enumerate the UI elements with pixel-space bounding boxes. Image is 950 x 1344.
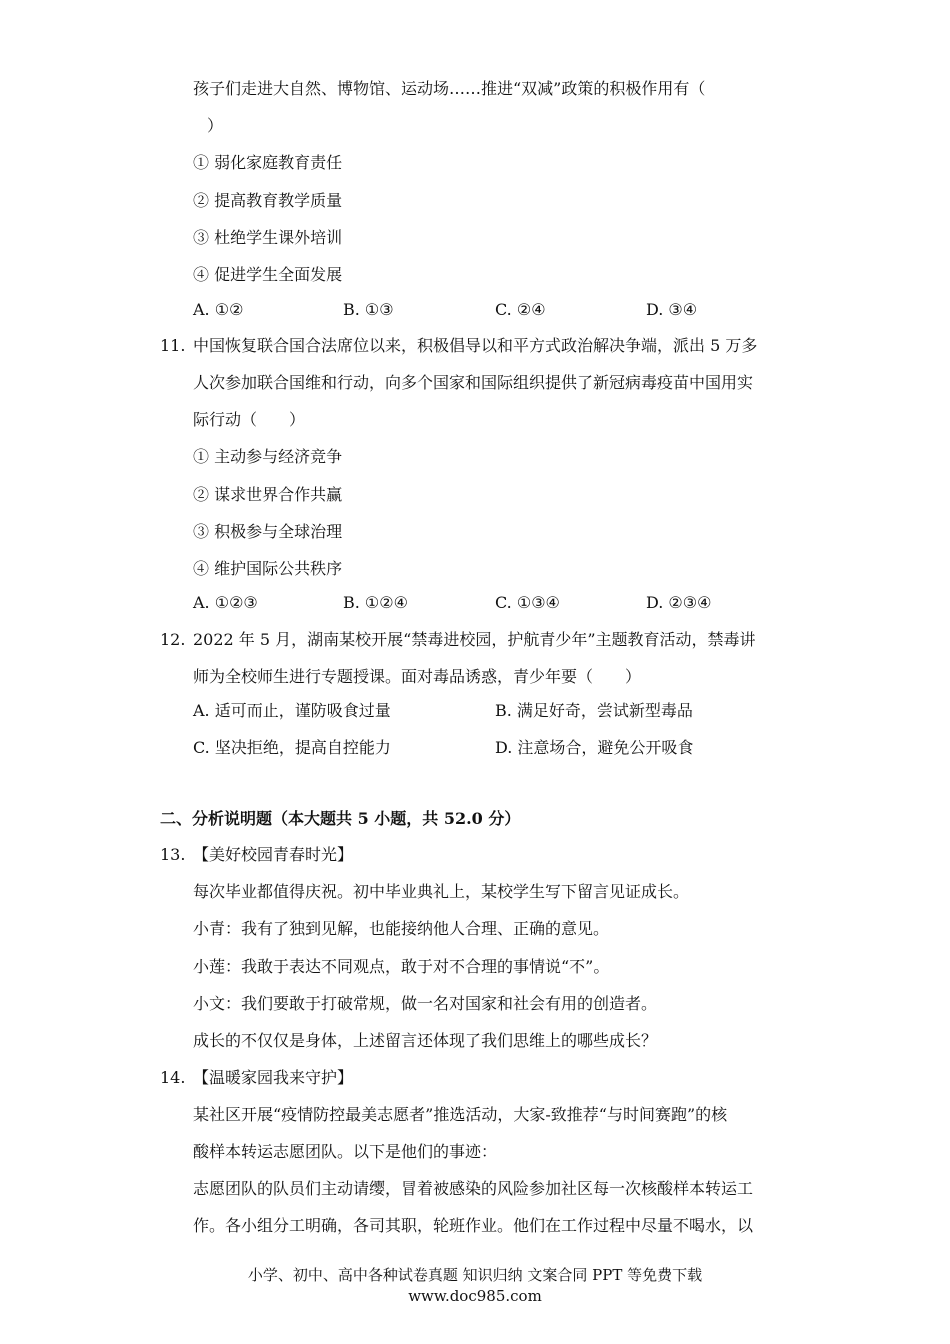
q12-stem-line2: 师为全校师生进行专题授课。面对毒品诱惑，青少年要（ ）	[193, 667, 642, 686]
q10-item-1: ① 弱化家庭教育责任	[193, 153, 343, 172]
q10-option-a: A. ①②	[193, 300, 244, 319]
q14-line-1: 某社区开展“疫情防控最美志愿者”推选活动，大家-致推荐“与时间赛跑”的核	[193, 1105, 728, 1124]
q12-number: 12.	[160, 630, 186, 649]
q11-item-4: ④ 维护国际公共秩序	[193, 559, 343, 578]
q14-line-3: 志愿团队的队员们主动请缨，冒着被感染的风险参加社区每一次核酸样本转运工	[193, 1179, 754, 1198]
q11-option-b: B. ①②④	[343, 593, 408, 612]
q11-number: 11.	[160, 336, 186, 355]
q11-stem-line2: 人次参加联合国维和行动，向多个国家和国际组织提供了新冠病毒疫苗中国用实	[193, 373, 754, 392]
q13-line-3: 小莲：我敢于表达不同观点，敢于对不合理的事情说“不”。	[193, 957, 610, 976]
q11-stem-line1: 中国恢复联合国合法席位以来，积极倡导以和平方式政治解决争端，派出 5 万多	[193, 336, 758, 355]
q10-option-b: B. ①③	[343, 300, 394, 319]
q10-stem-line2: ）	[207, 116, 224, 135]
q12-option-d: D. 注意场合，避免公开吸食	[495, 738, 694, 757]
q12-stem-line1: 2022 年 5 月，湖南某校开展“禁毒进校园，护航青少年”主题教育活动，禁毒讲	[193, 630, 756, 649]
q11-item-1: ① 主动参与经济竞争	[193, 447, 343, 466]
q12-option-b: B. 满足好奇，尝试新型毒品	[495, 701, 693, 720]
q13-heading: 【美好校园青春时光】	[193, 845, 354, 864]
q10-option-d: D. ③④	[646, 300, 698, 319]
footer-promo-text: 小学、初中、高中各种试卷真题 知识归纳 文案合同 PPT 等免费下载	[247, 1266, 703, 1284]
q11-item-3: ③ 积极参与全球治理	[193, 522, 343, 541]
q14-line-4: 作。各小组分工明确，各司其职，轮班作业。他们在工作过程中尽量不喝水，以	[193, 1216, 754, 1235]
q10-option-c: C. ②④	[495, 300, 546, 319]
q11-option-d: D. ②③④	[646, 593, 712, 612]
q13-line-5: 成长的不仅仅是身体，上述留言还体现了我们思维上的哪些成长？	[193, 1031, 658, 1050]
q12-option-a: A. 适可而止，谨防吸食过量	[193, 701, 391, 720]
q10-item-2: ② 提高教育教学质量	[193, 191, 343, 210]
footer-website: www.doc985.com	[408, 1287, 542, 1305]
q14-line-2: 酸样本转运志愿团队。以下是他们的事迹：	[193, 1142, 498, 1161]
q10-item-3: ③ 杜绝学生课外培训	[193, 228, 343, 247]
q13-number: 13.	[160, 845, 186, 864]
q10-item-4: ④ 促进学生全面发展	[193, 265, 343, 284]
section-2-title: 二、分析说明题（本大题共 5 小题，共 52.0 分）	[160, 809, 521, 828]
q13-line-2: 小青：我有了独到见解，也能接纳他人合理、正确的意见。	[193, 919, 610, 938]
q12-option-c: C. 坚决拒绝，提高自控能力	[193, 738, 391, 757]
q14-number: 14.	[160, 1068, 186, 1087]
q11-option-c: C. ①③④	[495, 593, 560, 612]
q11-option-a: A. ①②③	[193, 593, 258, 612]
q11-stem-line3: 际行动（ ）	[193, 410, 306, 429]
q11-item-2: ② 谋求世界合作共赢	[193, 485, 343, 504]
q13-line-4: 小文：我们要敢于打破常规，做一名对国家和社会有用的创造者。	[193, 994, 658, 1013]
q10-stem-line1: 孩子们走进大自然、博物馆、运动场……推进“双减”政策的积极作用有（	[193, 79, 706, 98]
q13-line-1: 每次毕业都值得庆祝。初中毕业典礼上，某校学生写下留言见证成长。	[193, 882, 690, 901]
q14-heading: 【温暖家园我来守护】	[193, 1068, 354, 1087]
